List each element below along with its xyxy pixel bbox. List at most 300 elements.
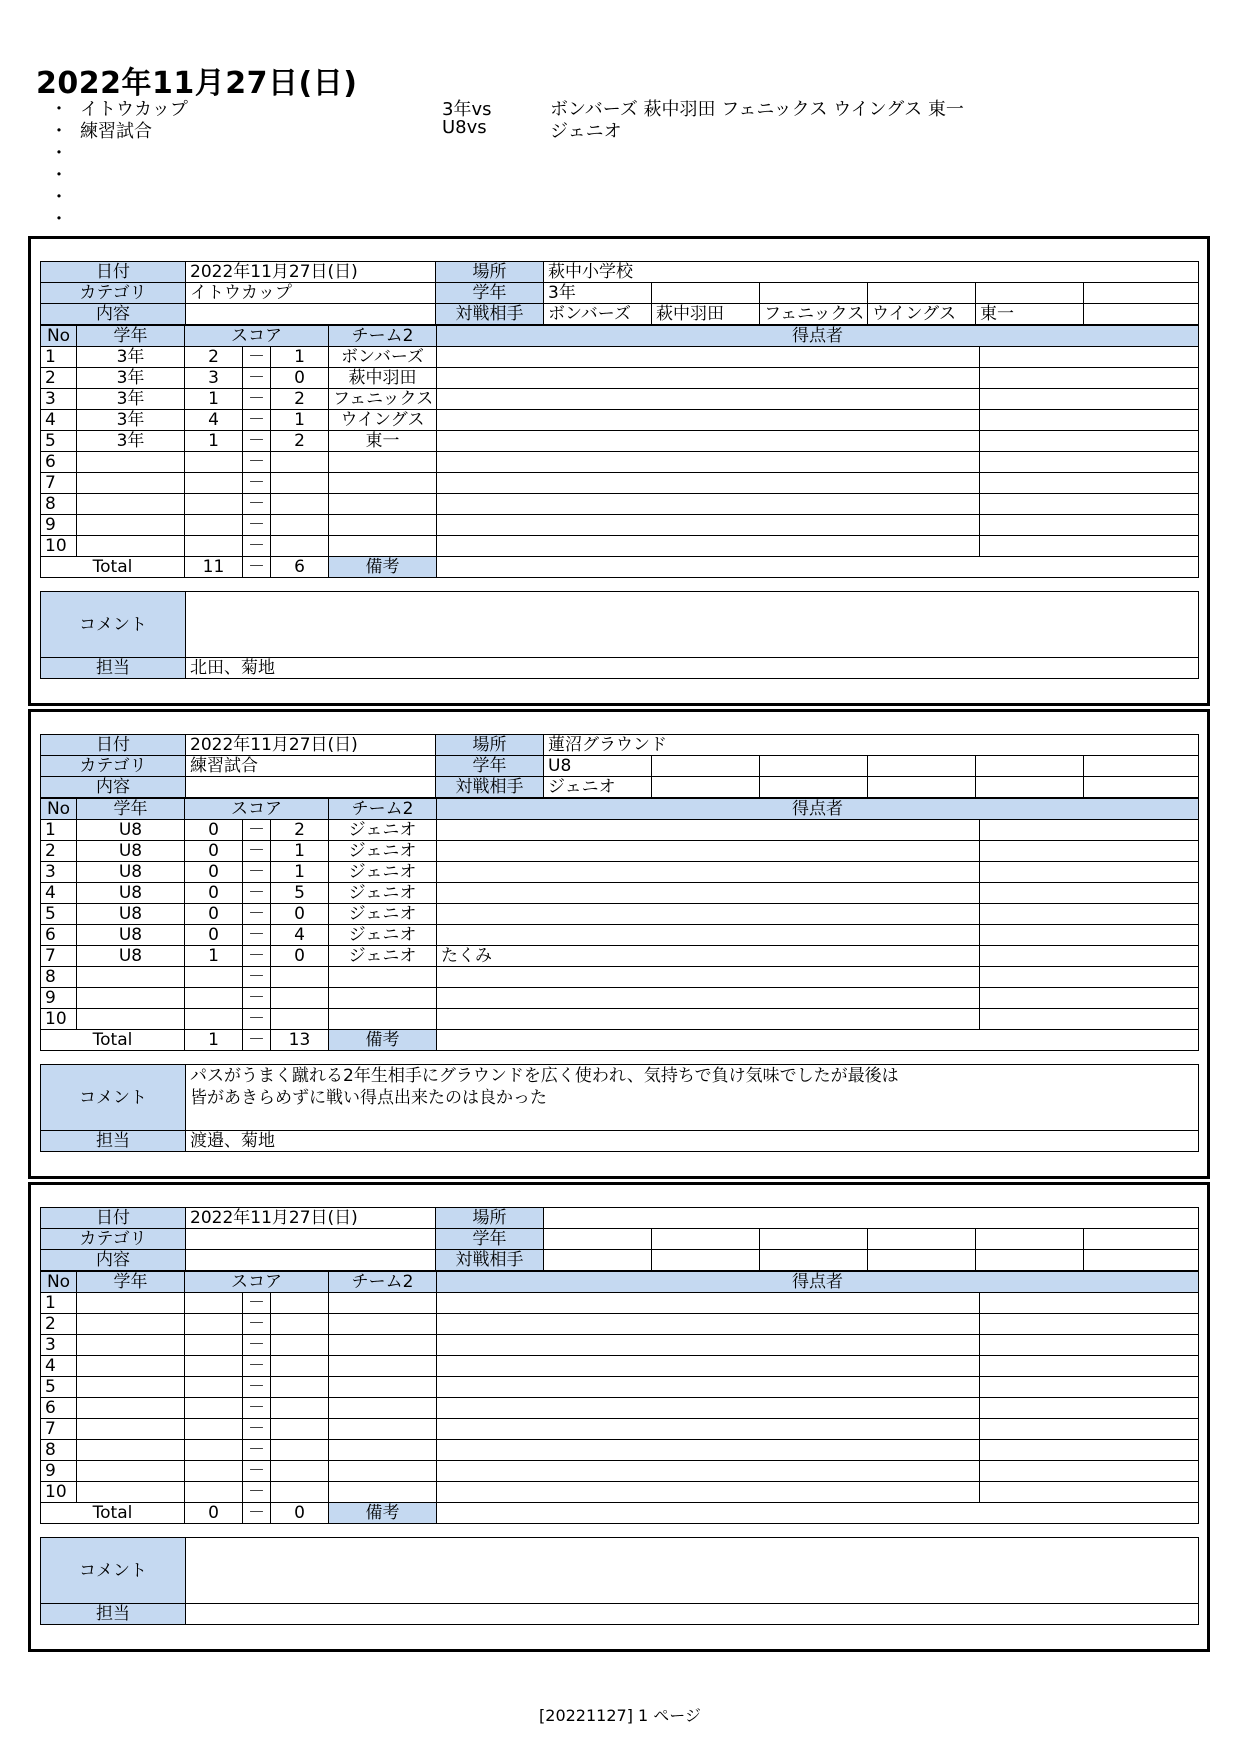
row-team2 (329, 1335, 437, 1356)
total-row (41, 1030, 1199, 1051)
row-score-opponent: 0 (271, 368, 329, 389)
category-value: イトウカップ (186, 283, 436, 304)
row-score-opponent (271, 1356, 329, 1377)
total-label: Total (41, 1030, 185, 1051)
match-record-block-1 (28, 236, 1210, 706)
row-team2: ジェニオ (329, 820, 437, 841)
grade-extra-cell (976, 1229, 1084, 1250)
row-scorer (437, 1482, 980, 1503)
row-team2: ジェニオ (329, 841, 437, 862)
row-team2 (329, 1293, 437, 1314)
row-scorer-extra (980, 904, 1199, 925)
row-team2: ジェニオ (329, 925, 437, 946)
remarks-value (437, 557, 1199, 578)
row-score-opponent (271, 1335, 329, 1356)
opponent-value: フェニックス (760, 304, 868, 325)
row-team2: ボンバーズ (329, 347, 437, 368)
summary-bullet: ・ (50, 99, 68, 120)
row-score-opponent (271, 473, 329, 494)
score-row (41, 988, 1199, 1009)
team2-header: チーム2 (329, 326, 437, 347)
score-row (41, 820, 1199, 841)
row-scorer-extra (980, 841, 1199, 862)
row-score-opponent: 1 (271, 841, 329, 862)
total-opponent: 13 (271, 1030, 329, 1051)
row-score-opponent: 2 (271, 820, 329, 841)
opponent-value: ウイングス (868, 304, 976, 325)
info-row-date (41, 1208, 1199, 1229)
row-grade (77, 1440, 185, 1461)
summary-item (50, 205, 1150, 230)
row-score-own (185, 1356, 243, 1377)
grade-value (544, 1229, 652, 1250)
team2-header: チーム2 (329, 799, 437, 820)
opponent-value (652, 1250, 760, 1271)
comment-row (41, 592, 1199, 658)
row-scorer (437, 1377, 980, 1398)
grade-extra-cell (1084, 283, 1199, 304)
score-row (41, 536, 1199, 557)
score-header: スコア (185, 799, 329, 820)
row-team2 (329, 515, 437, 536)
row-grade: 3年 (77, 431, 185, 452)
score-dash: － (243, 946, 271, 967)
score-dash: － (243, 1356, 271, 1377)
person-row (41, 1131, 1199, 1152)
row-scorer-extra (980, 1440, 1199, 1461)
row-grade (77, 967, 185, 988)
row-score-opponent: 0 (271, 904, 329, 925)
row-team2 (329, 988, 437, 1009)
grade-value: U8 (544, 756, 652, 777)
total-opponent: 0 (271, 1503, 329, 1524)
score-row (41, 494, 1199, 515)
row-grade (77, 1356, 185, 1377)
row-scorer (437, 1398, 980, 1419)
row-grade: 3年 (77, 410, 185, 431)
row-score-opponent: 5 (271, 883, 329, 904)
person-value: 北田、菊地 (186, 658, 1199, 679)
score-row (41, 1293, 1199, 1314)
row-score-own (185, 1398, 243, 1419)
row-scorer-extra (980, 347, 1199, 368)
row-scorer (437, 389, 980, 410)
score-header-row (41, 326, 1199, 347)
row-scorer (437, 862, 980, 883)
row-score-own (185, 1314, 243, 1335)
row-scorer (437, 1314, 980, 1335)
row-scorer-extra (980, 1335, 1199, 1356)
score-table (40, 1271, 1199, 1524)
score-dash: － (243, 1461, 271, 1482)
row-score-opponent (271, 1482, 329, 1503)
score-row (41, 1009, 1199, 1030)
row-score-opponent (271, 452, 329, 473)
row-scorer (437, 515, 980, 536)
row-number: 7 (41, 946, 77, 967)
score-row (41, 1419, 1199, 1440)
score-row (41, 347, 1199, 368)
score-header-row (41, 1272, 1199, 1293)
row-number: 2 (41, 368, 77, 389)
row-grade: U8 (77, 841, 185, 862)
row-scorer-extra (980, 1419, 1199, 1440)
person-label: 担当 (41, 1604, 186, 1625)
comment-row (41, 1538, 1199, 1604)
row-scorer-extra (980, 946, 1199, 967)
row-number: 2 (41, 841, 77, 862)
match-info-table (40, 734, 1199, 798)
row-grade (77, 1335, 185, 1356)
grade-label: 学年 (436, 756, 544, 777)
row-grade: U8 (77, 862, 185, 883)
row-grade (77, 1398, 185, 1419)
row-score-own (185, 515, 243, 536)
person-label: 担当 (41, 658, 186, 679)
info-row-date (41, 735, 1199, 756)
row-score-own (185, 1461, 243, 1482)
place-label: 場所 (436, 262, 544, 283)
row-team2 (329, 1482, 437, 1503)
row-scorer (437, 883, 980, 904)
opponent-value (760, 1250, 868, 1271)
row-scorer (437, 410, 980, 431)
score-row (41, 862, 1199, 883)
comment-label: コメント (41, 1538, 186, 1604)
score-table (40, 798, 1199, 1051)
row-number: 6 (41, 925, 77, 946)
row-grade: U8 (77, 883, 185, 904)
score-dash: － (243, 1293, 271, 1314)
row-grade (77, 1377, 185, 1398)
opponent-label: 対戦相手 (436, 777, 544, 798)
grade-extra-cell (1084, 756, 1199, 777)
remarks-label: 備考 (329, 557, 437, 578)
row-team2 (329, 1398, 437, 1419)
info-row-category (41, 283, 1199, 304)
total-row (41, 1503, 1199, 1524)
scorer-header: 得点者 (437, 799, 1199, 820)
category-label: カテゴリ (41, 756, 186, 777)
score-table (40, 325, 1199, 578)
row-scorer (437, 347, 980, 368)
opponent-value: 東一 (976, 304, 1084, 325)
category-label: カテゴリ (41, 283, 186, 304)
scorer-header: 得点者 (437, 1272, 1199, 1293)
row-team2: 東一 (329, 431, 437, 452)
no-header: No (41, 326, 77, 347)
no-header: No (41, 1272, 77, 1293)
total-own: 11 (185, 557, 243, 578)
row-score-own (185, 1009, 243, 1030)
comment-line: 皆があきらめずに戦い得点出来たのは良かった (190, 1088, 547, 1108)
row-scorer-extra (980, 1377, 1199, 1398)
summary-opponents: ジェニオ (550, 121, 622, 142)
row-number: 4 (41, 1356, 77, 1377)
content-value (186, 304, 436, 325)
content-label: 内容 (41, 777, 186, 798)
score-row (41, 1356, 1199, 1377)
opponent-value: ジェニオ (544, 777, 652, 798)
summary-grade: 3年vs (442, 99, 492, 120)
row-scorer (437, 841, 980, 862)
row-score-opponent (271, 1419, 329, 1440)
row-number: 8 (41, 1440, 77, 1461)
row-team2: ジェニオ (329, 946, 437, 967)
row-score-opponent: 2 (271, 389, 329, 410)
score-dash: － (243, 347, 271, 368)
score-dash: － (243, 431, 271, 452)
remarks-value (437, 1503, 1199, 1524)
opponent-value (1084, 304, 1199, 325)
row-team2: 萩中羽田 (329, 368, 437, 389)
row-score-opponent: 1 (271, 410, 329, 431)
row-score-opponent: 1 (271, 347, 329, 368)
row-scorer-extra (980, 536, 1199, 557)
row-score-opponent (271, 967, 329, 988)
opponent-value: 萩中羽田 (652, 304, 760, 325)
score-row (41, 904, 1199, 925)
row-score-own: 0 (185, 904, 243, 925)
row-score-own (185, 1440, 243, 1461)
place-value (544, 1208, 1199, 1229)
person-row (41, 1604, 1199, 1625)
row-score-opponent (271, 1009, 329, 1030)
row-scorer (437, 1293, 980, 1314)
info-row-opponents (41, 777, 1199, 798)
row-number: 3 (41, 862, 77, 883)
grade-extra-cell (652, 756, 760, 777)
row-number: 1 (41, 347, 77, 368)
row-grade (77, 536, 185, 557)
row-scorer-extra (980, 1314, 1199, 1335)
category-value: 練習試合 (186, 756, 436, 777)
score-dash: － (243, 1440, 271, 1461)
row-number: 9 (41, 988, 77, 1009)
score-header: スコア (185, 326, 329, 347)
row-team2: ジェニオ (329, 862, 437, 883)
row-scorer (437, 1335, 980, 1356)
row-team2 (329, 494, 437, 515)
info-row-category (41, 1229, 1199, 1250)
row-score-own (185, 536, 243, 557)
row-scorer-extra (980, 1398, 1199, 1419)
row-scorer (437, 925, 980, 946)
row-grade (77, 1461, 185, 1482)
total-own: 1 (185, 1030, 243, 1051)
grade-value: 3年 (544, 283, 652, 304)
row-team2 (329, 1377, 437, 1398)
grade-label: 学年 (436, 1229, 544, 1250)
comment-text (186, 592, 1199, 658)
row-score-own (185, 1482, 243, 1503)
summary-item (50, 183, 1150, 208)
category-value (186, 1229, 436, 1250)
row-grade (77, 515, 185, 536)
row-score-opponent (271, 1377, 329, 1398)
info-row-opponents (41, 1250, 1199, 1271)
row-team2: ジェニオ (329, 904, 437, 925)
remarks-label: 備考 (329, 1030, 437, 1051)
match-record-block-2 (28, 709, 1210, 1179)
row-number: 10 (41, 1482, 77, 1503)
date-label: 日付 (41, 735, 186, 756)
grade-header: 学年 (77, 1272, 185, 1293)
row-score-own: 0 (185, 820, 243, 841)
row-grade (77, 1293, 185, 1314)
row-number: 1 (41, 1293, 77, 1314)
score-row (41, 841, 1199, 862)
score-header-row (41, 799, 1199, 820)
row-number: 8 (41, 494, 77, 515)
summary-bullet: ・ (50, 187, 68, 208)
score-dash: － (243, 494, 271, 515)
row-scorer-extra (980, 515, 1199, 536)
total-row (41, 557, 1199, 578)
row-scorer (437, 431, 980, 452)
score-row (41, 515, 1199, 536)
remarks-label: 備考 (329, 1503, 437, 1524)
row-score-own: 2 (185, 347, 243, 368)
row-number: 7 (41, 473, 77, 494)
grade-extra-cell (976, 756, 1084, 777)
row-score-own (185, 988, 243, 1009)
person-value (186, 1604, 1199, 1625)
row-team2 (329, 1356, 437, 1377)
score-dash: － (243, 1314, 271, 1335)
grade-extra-cell (760, 756, 868, 777)
opponent-label: 対戦相手 (436, 304, 544, 325)
total-own: 0 (185, 1503, 243, 1524)
score-row (41, 473, 1199, 494)
opponent-value (976, 1250, 1084, 1271)
score-row (41, 1314, 1199, 1335)
summary-opponents: ボンバーズ 萩中羽田 フェニックス ウイングス 東一 (550, 99, 964, 120)
row-grade: U8 (77, 904, 185, 925)
score-dash: － (243, 1009, 271, 1030)
summary-bullet: ・ (50, 121, 68, 142)
row-score-opponent (271, 1293, 329, 1314)
info-row-date (41, 262, 1199, 283)
comment-label: コメント (41, 1065, 186, 1131)
summary-bullet: ・ (50, 209, 68, 230)
row-scorer (437, 1009, 980, 1030)
opponent-value (544, 1250, 652, 1271)
row-number: 5 (41, 431, 77, 452)
row-score-opponent: 2 (271, 431, 329, 452)
row-score-own (185, 473, 243, 494)
row-score-opponent (271, 515, 329, 536)
score-dash: － (243, 1030, 271, 1051)
row-scorer (437, 1440, 980, 1461)
grade-extra-cell (760, 283, 868, 304)
place-value: 蓮沼グラウンド (544, 735, 1199, 756)
score-row (41, 431, 1199, 452)
grade-extra-cell (868, 756, 976, 777)
row-score-opponent (271, 1398, 329, 1419)
row-scorer-extra (980, 368, 1199, 389)
row-score-own: 0 (185, 862, 243, 883)
match-summary-list (50, 95, 1150, 230)
score-dash: － (243, 1482, 271, 1503)
row-scorer (437, 473, 980, 494)
row-number: 5 (41, 1377, 77, 1398)
row-scorer: たくみ (437, 946, 980, 967)
team2-header: チーム2 (329, 1272, 437, 1293)
row-number: 4 (41, 883, 77, 904)
row-number: 9 (41, 1461, 77, 1482)
summary-event: 練習試合 (80, 121, 152, 142)
row-scorer-extra (980, 1356, 1199, 1377)
row-grade: 3年 (77, 389, 185, 410)
row-scorer-extra (980, 431, 1199, 452)
comment-text (186, 1065, 1199, 1131)
row-scorer-extra (980, 883, 1199, 904)
opponent-value (1084, 1250, 1199, 1271)
comment-table (40, 1064, 1199, 1152)
summary-bullet: ・ (50, 165, 68, 186)
grade-header: 学年 (77, 799, 185, 820)
comment-table (40, 1537, 1199, 1625)
row-number: 10 (41, 1009, 77, 1030)
score-dash: － (243, 389, 271, 410)
row-number: 6 (41, 1398, 77, 1419)
row-score-opponent (271, 1440, 329, 1461)
score-row (41, 389, 1199, 410)
score-dash: － (243, 557, 271, 578)
row-number: 7 (41, 1419, 77, 1440)
row-number: 4 (41, 410, 77, 431)
opponent-label: 対戦相手 (436, 1250, 544, 1271)
person-value: 渡邉、菊地 (186, 1131, 1199, 1152)
row-scorer-extra (980, 1461, 1199, 1482)
row-scorer-extra (980, 967, 1199, 988)
row-score-own (185, 1419, 243, 1440)
row-number: 6 (41, 452, 77, 473)
summary-bullet: ・ (50, 143, 68, 164)
row-team2 (329, 1461, 437, 1482)
grade-header: 学年 (77, 326, 185, 347)
row-score-opponent: 1 (271, 862, 329, 883)
place-label: 場所 (436, 735, 544, 756)
grade-extra-cell (976, 283, 1084, 304)
row-number: 1 (41, 820, 77, 841)
score-row (41, 967, 1199, 988)
row-scorer-extra (980, 494, 1199, 515)
score-dash: － (243, 1503, 271, 1524)
total-label: Total (41, 1503, 185, 1524)
no-header: No (41, 799, 77, 820)
row-team2 (329, 967, 437, 988)
row-team2: ジェニオ (329, 883, 437, 904)
summary-event: イトウカップ (80, 99, 188, 120)
row-scorer (437, 988, 980, 1009)
row-scorer (437, 368, 980, 389)
comment-line: パスがうまく蹴れる2年生相手にグラウンドを広く使われ、気持ちで負け気味でしたが最後は (190, 1066, 899, 1086)
score-dash: － (243, 1419, 271, 1440)
score-dash: － (243, 473, 271, 494)
score-dash: － (243, 862, 271, 883)
row-scorer-extra (980, 1009, 1199, 1030)
row-scorer-extra (980, 452, 1199, 473)
score-row (41, 1398, 1199, 1419)
row-score-opponent: 4 (271, 925, 329, 946)
row-score-opponent (271, 988, 329, 1009)
row-score-opponent (271, 1314, 329, 1335)
opponent-value (652, 777, 760, 798)
total-label: Total (41, 557, 185, 578)
row-grade: U8 (77, 820, 185, 841)
